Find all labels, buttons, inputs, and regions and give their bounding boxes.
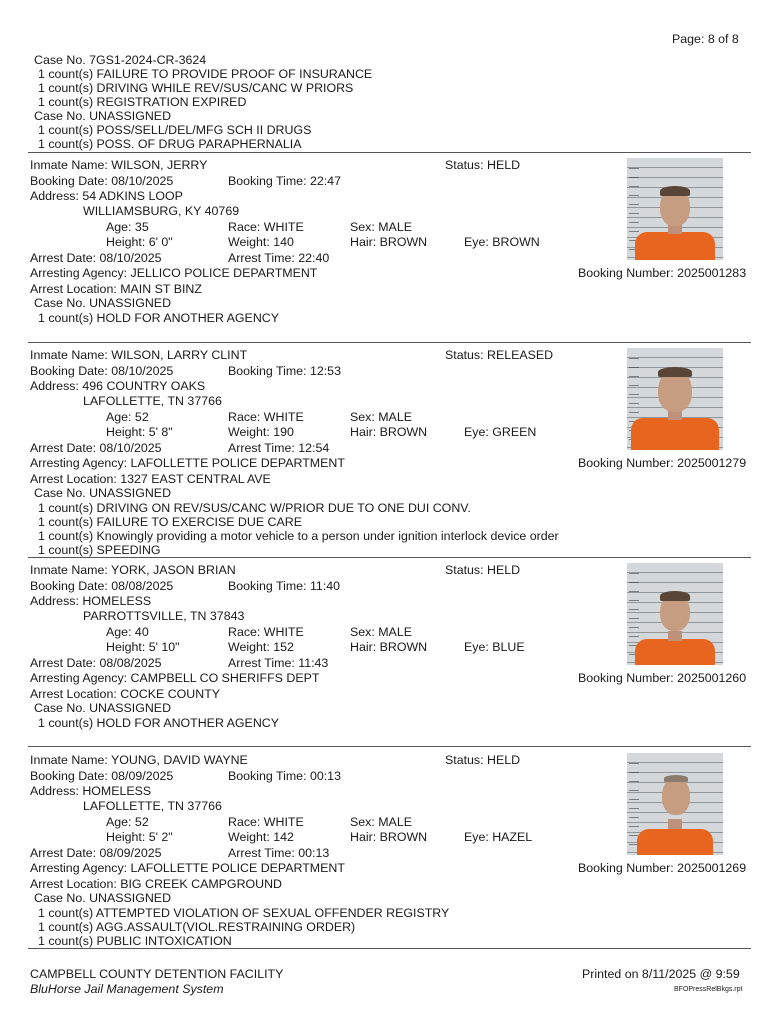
age: Age: 52 — [106, 815, 149, 829]
arrest-location: Arrest Location: 1327 EAST CENTRAL AVE — [30, 472, 271, 486]
inmate-status: Status: HELD — [445, 753, 521, 767]
arresting-agency: Arresting Agency: LAFOLLETTE POLICE DEPARTMENT — [30, 861, 345, 875]
eye-color: Eye: HAZEL — [464, 830, 533, 844]
booking-time: Booking Time: 11:40 — [228, 579, 341, 593]
charge-line: 1 count(s) AGG.ASSAULT(VIOL.RESTRAINING ORDER) — [38, 920, 356, 934]
hair-color: Hair: BROWN — [350, 425, 428, 439]
section-divider — [28, 152, 751, 153]
sex: Sex: MALE — [350, 220, 412, 234]
height: Height: 5' 10" — [106, 640, 180, 654]
booking-time: Booking Time: 12:53 — [228, 364, 341, 378]
address-line-1: Address: 496 COUNTRY OAKS — [30, 379, 206, 393]
arrest-time: Arrest Time: 11:43 — [228, 656, 329, 670]
case-number: Case No. 7GS1-2024-CR-3624 — [34, 53, 207, 67]
weight: Weight: 152 — [228, 640, 294, 654]
address-line-2: PARROTTSVILLE, TN 37843 — [83, 609, 245, 623]
age: Age: 52 — [106, 410, 149, 424]
mugshot-photo — [627, 158, 723, 260]
case-number: Case No. UNASSIGNED — [34, 109, 172, 123]
eye-color: Eye: BROWN — [464, 235, 540, 249]
weight: Weight: 142 — [228, 830, 294, 844]
height: Height: 5' 2" — [106, 830, 173, 844]
hair-color: Hair: BROWN — [350, 830, 428, 844]
inmate-name: Inmate Name: YOUNG, DAVID WAYNE — [30, 753, 248, 767]
arrest-location: Arrest Location: COCKE COUNTY — [30, 687, 221, 701]
race: Race: WHITE — [228, 410, 304, 424]
hair-color: Hair: BROWN — [350, 640, 428, 654]
charge-line: 1 count(s) HOLD FOR ANOTHER AGENCY — [38, 311, 279, 325]
address-line-1: Address: HOMELESS — [30, 594, 152, 608]
charge-line: 1 count(s) Knowingly providing a motor vehicle to a person under ignition interlock device order — [38, 529, 559, 543]
inmate-status: Status: RELEASED — [445, 348, 554, 362]
race: Race: WHITE — [228, 220, 304, 234]
sex: Sex: MALE — [350, 815, 412, 829]
inmate-name: Inmate Name: YORK, JASON BRIAN — [30, 563, 236, 577]
sex: Sex: MALE — [350, 625, 412, 639]
inmate-status: Status: HELD — [445, 158, 521, 172]
booking-number: Booking Number: 2025001269 — [578, 861, 747, 875]
age: Age: 40 — [106, 625, 149, 639]
address-line-2: LAFOLLETTE, TN 37766 — [83, 799, 222, 813]
page-number: Page: 8 of 8 — [672, 32, 739, 46]
sex: Sex: MALE — [350, 410, 412, 424]
charge-line: 1 count(s) POSS. OF DRUG PARAPHERNALIA — [38, 137, 302, 151]
charge-line: 1 count(s) FAILURE TO PROVIDE PROOF OF INSURANCE — [38, 67, 373, 81]
printed-timestamp: Printed on 8/11/2025 @ 9:59 — [582, 967, 740, 981]
charge-line: 1 count(s) PUBLIC INTOXICATION — [38, 934, 232, 948]
arrest-time: Arrest Time: 00:13 — [228, 846, 330, 860]
booking-date: Booking Date: 08/10/2025 — [30, 364, 174, 378]
weight: Weight: 140 — [228, 235, 294, 249]
arrest-date: Arrest Date: 08/09/2025 — [30, 846, 162, 860]
charge-line: 1 count(s) POSS/SELL/DEL/MFG SCH II DRUGS — [38, 123, 312, 137]
case-number: Case No. UNASSIGNED — [34, 891, 172, 905]
charge-line: 1 count(s) DRIVING WHILE REV/SUS/CANC W PRIORS — [38, 81, 354, 95]
weight: Weight: 190 — [228, 425, 294, 439]
mugshot-photo — [627, 563, 723, 665]
address-line-1: Address: HOMELESS — [30, 784, 152, 798]
charge-line: 1 count(s) HOLD FOR ANOTHER AGENCY — [38, 716, 279, 730]
mugshot-photo — [627, 348, 723, 450]
facility-name: CAMPBELL COUNTY DETENTION FACILITY — [30, 967, 284, 981]
booking-number: Booking Number: 2025001279 — [578, 456, 747, 470]
address-line-1: Address: 54 ADKINS LOOP — [30, 189, 183, 203]
charge-line: 1 count(s) FAILURE TO EXERCISE DUE CARE — [38, 515, 302, 529]
charge-line: 1 count(s) SPEEDING — [38, 543, 161, 557]
eye-color: Eye: GREEN — [464, 425, 537, 439]
booking-number: Booking Number: 2025001283 — [578, 266, 747, 280]
height: Height: 5' 8" — [106, 425, 173, 439]
race: Race: WHITE — [228, 815, 304, 829]
age: Age: 35 — [106, 220, 149, 234]
booking-number: Booking Number: 2025001260 — [578, 671, 747, 685]
eye-color: Eye: BLUE — [464, 640, 525, 654]
height: Height: 6' 0" — [106, 235, 173, 249]
arresting-agency: Arresting Agency: JELLICO POLICE DEPARTMENT — [30, 266, 318, 280]
case-number: Case No. UNASSIGNED — [34, 701, 172, 715]
address-line-2: LAFOLLETTE, TN 37766 — [83, 394, 222, 408]
address-line-2: WILLIAMSBURG, KY 40769 — [83, 204, 240, 218]
booking-date: Booking Date: 08/09/2025 — [30, 769, 174, 783]
arrest-time: Arrest Time: 22:40 — [228, 251, 330, 265]
arrest-location: Arrest Location: BIG CREEK CAMPGROUND — [30, 877, 283, 891]
section-divider — [28, 746, 751, 747]
booking-time: Booking Time: 22:47 — [228, 174, 341, 188]
case-number: Case No. UNASSIGNED — [34, 296, 172, 310]
race: Race: WHITE — [228, 625, 304, 639]
system-name: BluHorse Jail Management System — [30, 982, 224, 996]
inmate-name: Inmate Name: WILSON, JERRY — [30, 158, 208, 172]
inmate-name: Inmate Name: WILSON, LARRY CLINT — [30, 348, 248, 362]
hair-color: Hair: BROWN — [350, 235, 428, 249]
inmate-status: Status: HELD — [445, 563, 521, 577]
case-number: Case No. UNASSIGNED — [34, 486, 172, 500]
arrest-time: Arrest Time: 12:54 — [228, 441, 330, 455]
arresting-agency: Arresting Agency: CAMPBELL CO SHERIFFS DEPT — [30, 671, 320, 685]
section-divider — [28, 342, 751, 343]
booking-date: Booking Date: 08/08/2025 — [30, 579, 174, 593]
arrest-location: Arrest Location: MAIN ST BINZ — [30, 282, 202, 296]
charge-line: 1 count(s) REGISTRATION EXPIRED — [38, 95, 247, 109]
arresting-agency: Arresting Agency: LAFOLLETTE POLICE DEPARTMENT — [30, 456, 345, 470]
mugshot-photo — [627, 753, 723, 855]
charge-line: 1 count(s) DRIVING ON REV/SUS/CANC W/PRIOR DUE TO ONE DUI CONV. — [38, 501, 471, 515]
section-divider — [28, 948, 751, 949]
arrest-date: Arrest Date: 08/10/2025 — [30, 441, 162, 455]
booking-time: Booking Time: 00:13 — [228, 769, 341, 783]
report-filename: BFOPressRelBkgs.rpt — [674, 986, 743, 993]
charge-line: 1 count(s) ATTEMPTED VIOLATION OF SEXUAL OFFENDER REGISTRY — [38, 906, 450, 920]
booking-date: Booking Date: 08/10/2025 — [30, 174, 174, 188]
section-divider — [28, 557, 751, 558]
arrest-date: Arrest Date: 08/08/2025 — [30, 656, 162, 670]
arrest-date: Arrest Date: 08/10/2025 — [30, 251, 162, 265]
